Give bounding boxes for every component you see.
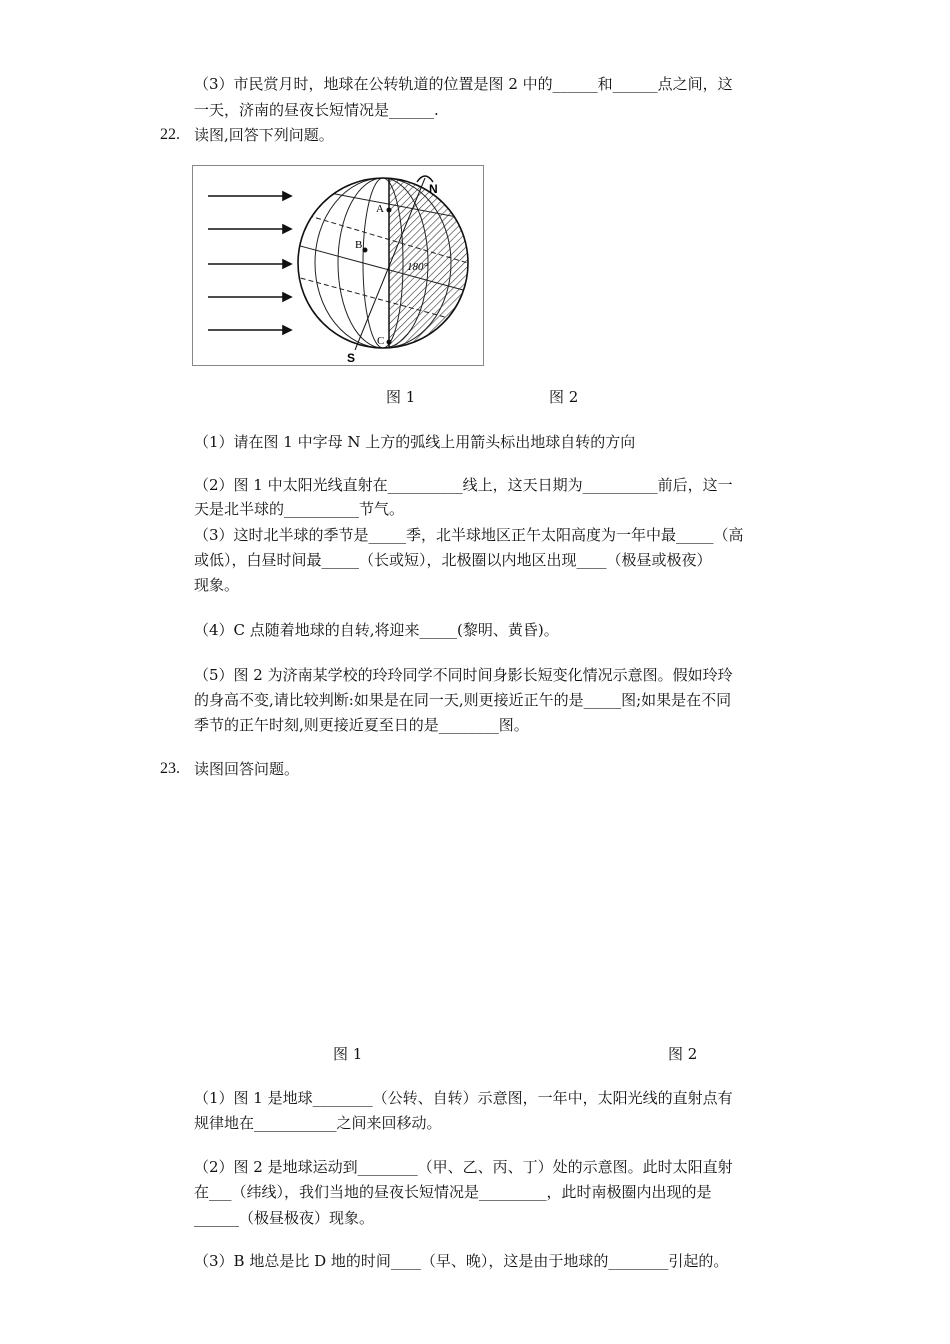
q22-part3-line1: （3）这时北半球的季节是_____季，北半球地区正午太阳高度为一年中最_____（高 (194, 526, 744, 544)
label-180: 180° (407, 261, 428, 273)
q22-part2-line1: （2）图 1 中太阳光线直射在__________线上，这天日期为__________前后，这一 (194, 476, 733, 494)
q22-part5-line3: 季节的正午时刻,则更接近夏至日的是________图。 (194, 716, 529, 734)
q23-caption-fig2: 图 2 (668, 1045, 698, 1063)
q22-part5-line1: （5）图 2 为济南某学校的玲玲同学不同时间身影长短变化情况示意图。假如玲玲 (194, 666, 733, 684)
q22-caption-fig1: 图 1 (386, 388, 416, 406)
q22-part3-line3: 现象。 (194, 576, 240, 594)
q23-stem: 读图回答问题。 (194, 760, 300, 778)
label-a: A (376, 203, 384, 215)
q23-number: 23. (160, 760, 180, 777)
q23-part1-line1: （1）图 1 是地球________（公转、自转）示意图，一年中，太阳光线的直射点有 (194, 1089, 733, 1107)
q22-caption-fig2: 图 2 (549, 388, 579, 406)
q22-part3-line2: 或低），白昼时间最_____（长或短），北极圈以内地区出现____（极昼或极夜） (194, 551, 712, 569)
q22-part5-line2: 的身高不变,请比较判断:如果是在同一天,则更接近正午的是_____图;如果是在不同 (194, 691, 732, 709)
q21-part3-line2: 一天，济南的昼夜长短情况是______. (194, 101, 439, 119)
sunlight-arrows (208, 192, 291, 334)
q22-part4: （4）C 点随着地球的自转,将迎来_____(黎明、黄昏)。 (194, 621, 559, 639)
q22-part1: （1）请在图 1 中字母 N 上方的弧线上用箭头标出地球自转的方向 (194, 433, 636, 451)
q23-part3: （3）B 地总是比 D 地的时间____（早、晚），这是由于地球的________引起的。 (194, 1252, 729, 1270)
q23-part2-line2: 在___（纬线），我们当地的昼夜长短情况是_________，此时南极圈内出现的是 (194, 1183, 712, 1201)
q22-figure-1 (192, 165, 484, 366)
earth-illumination-diagram (193, 166, 483, 365)
label-n: N (429, 182, 438, 196)
label-b: B (355, 239, 363, 251)
q23-caption-fig1: 图 1 (333, 1045, 363, 1063)
q23-part1-line2: 规律地在___________之间来回移动。 (194, 1114, 442, 1132)
q22-number: 22. (160, 126, 180, 143)
label-c: C (377, 335, 385, 347)
q23-part2-line1: （2）图 2 是地球运动到________（甲、乙、丙、丁）处的示意图。此时太阳直射 (194, 1158, 733, 1176)
label-s: S (347, 351, 356, 365)
q22-stem: 读图,回答下列问题。 (194, 126, 334, 144)
q21-part3-line1: （3）市民赏月时，地球在公转轨道的位置是图 2 中的______和______点之间，这 (194, 75, 733, 93)
q23-part2-line3: ______（极昼极夜）现象。 (194, 1209, 375, 1227)
q22-part2-line2: 天是北半球的__________节气。 (194, 500, 405, 518)
